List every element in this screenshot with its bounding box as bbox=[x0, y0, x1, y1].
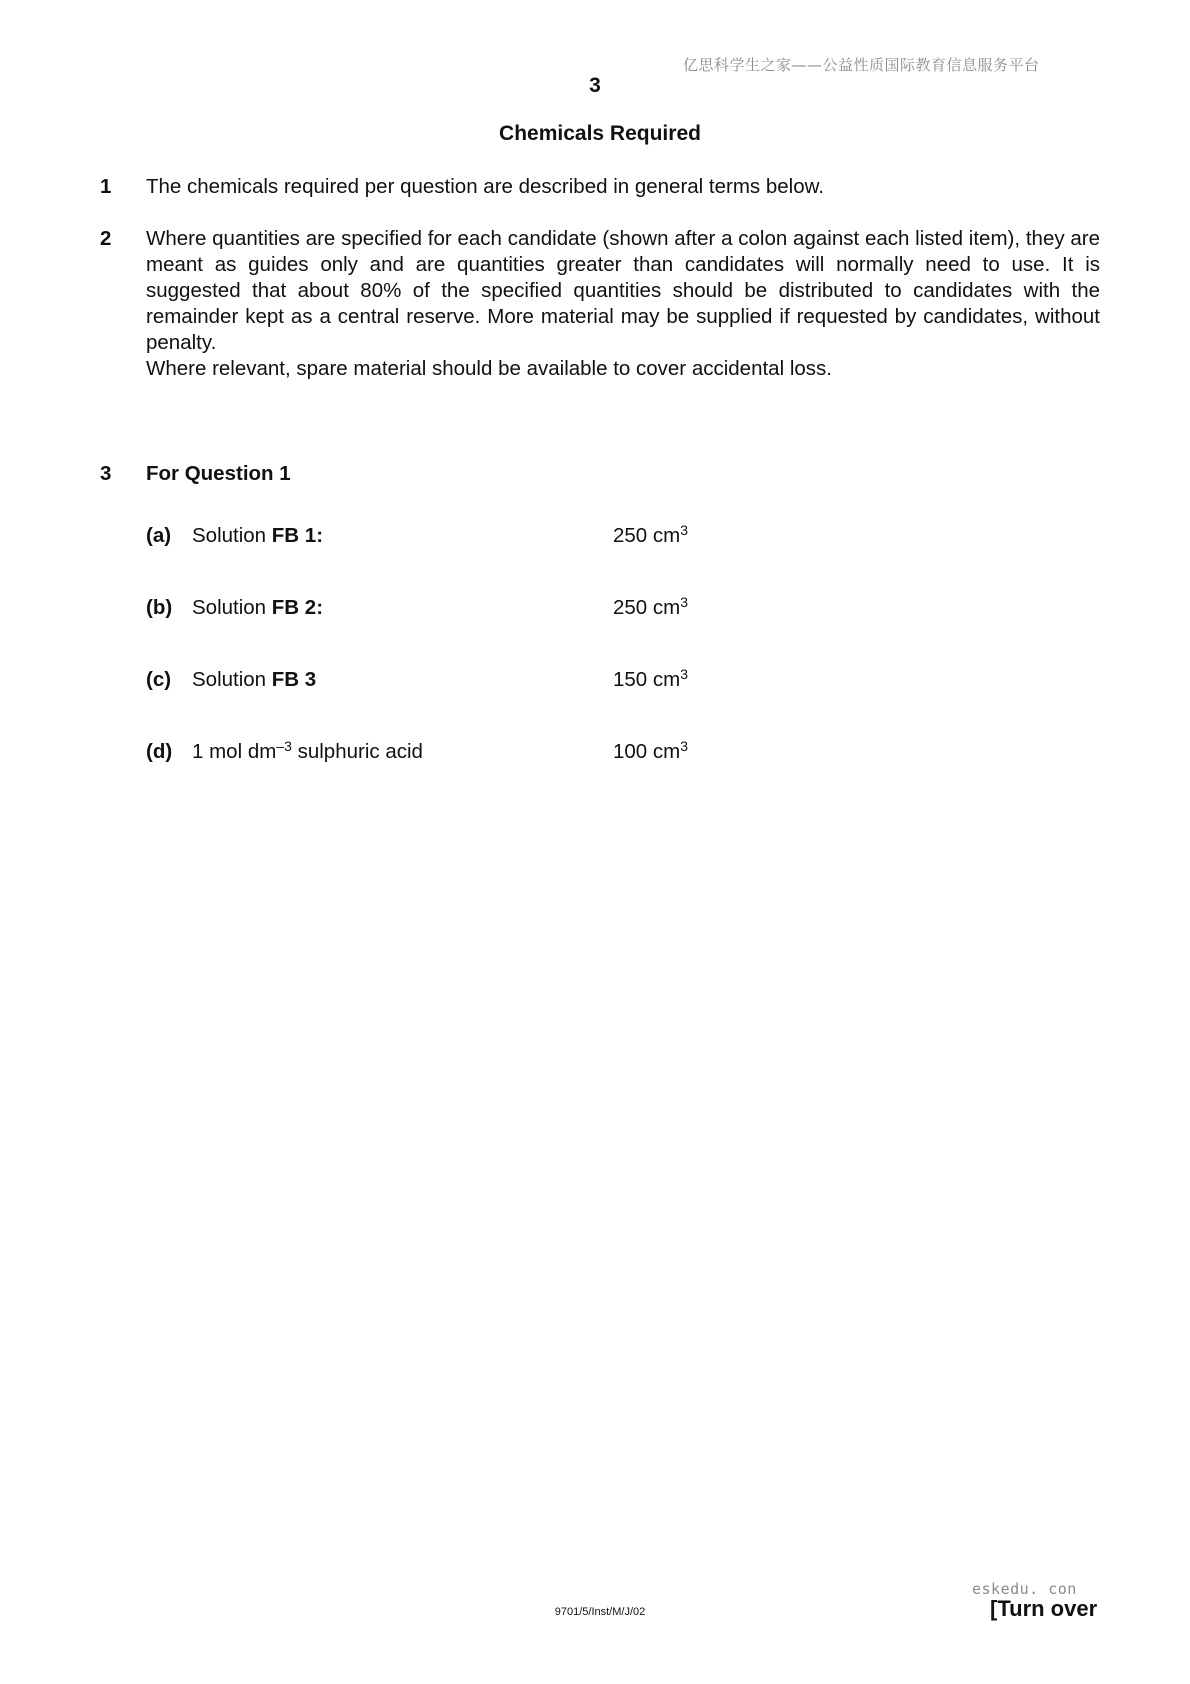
item-text-secondary: Where relevant, spare material should be available to cover accidental loss. bbox=[146, 357, 832, 380]
chemical-row-a bbox=[146, 523, 846, 553]
item-text: Where quantities are specified for each candidate (shown after a colon against each listed item), they are meant as guides only and are quantities greater than candidates will normally need to use. It is suggested that about 80% of the specified quantities should be distributed to candidates with the remainder kept as a central reserve. More material may be supplied if requested by candidates, without penalty. bbox=[146, 227, 1100, 354]
chemical-quantity: 250 $cm^3$ bbox=[613, 522, 689, 547]
row-letter: (c) bbox=[146, 668, 172, 691]
row-letter: (a) bbox=[146, 524, 172, 547]
chemical-description: Solution FB 3 bbox=[192, 668, 317, 691]
item-number: 1 bbox=[100, 175, 112, 198]
item-number: 3 bbox=[100, 462, 112, 485]
chemical-quantity: 100 $cm^3$ bbox=[613, 738, 689, 763]
section-title: Chemicals Required bbox=[499, 122, 701, 145]
chemical-description: Solution FB 2: bbox=[192, 596, 324, 619]
question-heading: For Question 1 bbox=[146, 462, 291, 485]
page-number: 3 bbox=[589, 74, 601, 97]
row-letter: (b) bbox=[146, 596, 173, 619]
chemical-row-d bbox=[146, 739, 846, 769]
watermark-bottom: eskedu. con bbox=[972, 1580, 1077, 1598]
chemical-quantity: 150 $cm^3$ bbox=[613, 666, 689, 691]
footer-code: 9701/5/Inst/M/J/02 bbox=[554, 1606, 646, 1618]
row-letter: (d) bbox=[146, 740, 173, 763]
item-text: The chemicals required per question are described in general terms below. bbox=[146, 175, 825, 198]
chemical-row-c bbox=[146, 667, 846, 697]
chemical-description: 1 mol $dm^{-3}$ sulphuric acid bbox=[192, 738, 423, 763]
turn-over-label: [Turn over bbox=[990, 1596, 1098, 1621]
chemical-row-b bbox=[146, 595, 846, 625]
chemical-description: Solution FB 1: bbox=[192, 524, 324, 547]
chemical-quantity: 250 $cm^3$ bbox=[613, 594, 689, 619]
watermark-top: 亿思科学生之家——公益性质国际教育信息服务平台 bbox=[683, 56, 1040, 74]
item-number: 2 bbox=[100, 227, 112, 250]
